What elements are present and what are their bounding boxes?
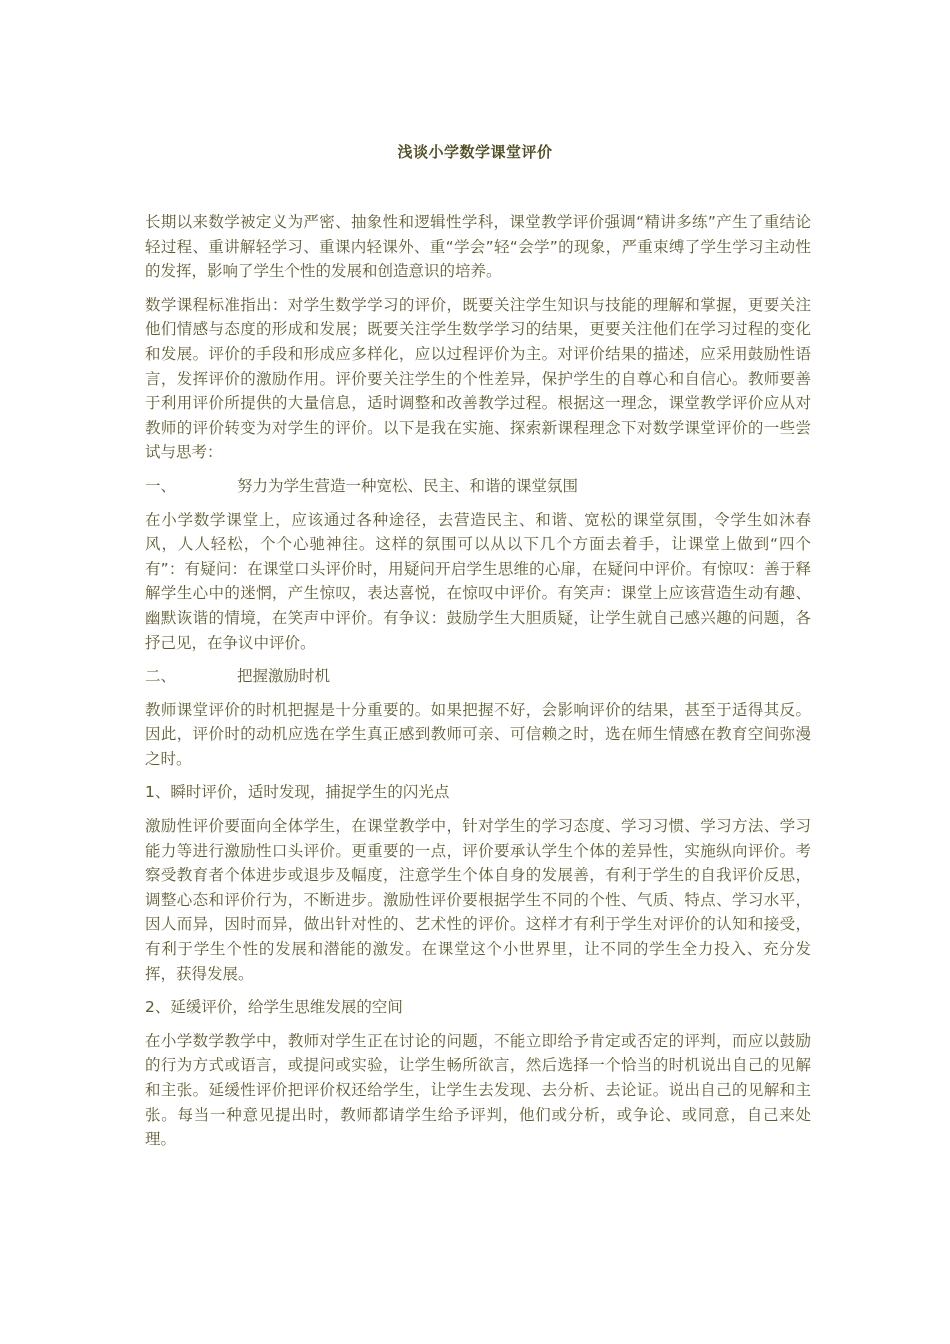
section-2-number: 二、 xyxy=(145,667,177,686)
section-2-title: 把握激励时机 xyxy=(237,667,331,686)
section-1-heading xyxy=(145,474,811,499)
document-body xyxy=(145,210,811,1161)
intro-paragraph-1: 长期以来数学被定义为严密、抽象性和逻辑性学科，课堂教学评价强调“精讲多练”产生了重结论轻过程、重讲解轻学习、重课内轻课外、重“学会”轻“会学”的现象，严重束缚了学生学习主动性的发挥，影响了学生个性的发展和创造意识的培养。 xyxy=(145,213,811,281)
intro-paragraph-2: 数学课程标准指出：对学生数学学习的评价，既要关注学生知识与技能的理解和掌握，更要关注他们情感与态度的形成和发展；既要关注学生数学学习的结果，更要关注他们在学习过程的变化和发展。评价的手段和形成应多样化，应以过程评价为主。对评价结果的描述，应采用鼓励性语言，发挥评价的激励作用。评价要关注学生的个性差异，保护学生的自尊心和自信心。教师要善于利用评价所提供的大量信息，适时调整和改善教学过程。根据这一理念，课堂教学评价应从对教师的评价转变为对学生的评价。以下是我在实施、探索新课程理念下对数学课堂评价的一些尝试与思考： xyxy=(145,295,811,462)
subsection-2-heading: 2、延缓评价，给学生思维发展的空间 xyxy=(145,998,403,1017)
section-1-paragraph: 在小学数学课堂上，应该通过各种途径，去营造民主、和谐、宽松的课堂氛围，令学生如沐春风，人人轻松，个个心驰神往。这样的氛围可以从以下几个方面去着手，让课堂上做到“四个有”：有疑问：在课堂口头评价时，用疑问开启学生思维的心扉，在疑问中评价。有惊叹：善于释解学生心中的迷惘，产生惊叹，表达喜悦，在惊叹中评价。有笑声：课堂上应该营造生动有趣、幽默诙谐的情境，在笑声中评价。有争议：鼓励学生大胆质疑，让学生就自己感兴趣的问题，各抒己见，在争议中评价。 xyxy=(145,510,811,652)
subsection-2-paragraph: 在小学数学教学中，教师对学生正在讨论的问题，不能立即给予肯定或否定的评判，而应以鼓励的行为方式或语言，或提问或实验，让学生畅所欲言，然后选择一个恰当的时机说出自己的见解和主张。延缓性评价把评价权还给学生，让学生去发现、去分析、去论证。说出自己的见解和主张。每当一种意见提出时，教师都请学生给予评判，他们或分析，或争论、或同意，自己来处理。 xyxy=(145,1031,811,1149)
subsection-1-heading: 1、瞬时评价，适时发现，捕捉学生的闪光点 xyxy=(145,783,450,802)
document-title: 浅谈小学数学课堂评价 xyxy=(397,143,553,161)
section-2-heading xyxy=(145,664,811,689)
section-1-title: 努力为学生营造一种宽松、民主、和谐的课堂氛围 xyxy=(237,476,579,495)
section-1-number: 一、 xyxy=(145,476,177,495)
section-2-paragraph: 教师课堂评价的时机把握是十分重要的。如果把握不好，会影响评价的结果，甚至于适得其反。因此，评价时的动机应选在学生真正感到教师可亲、可信赖之时，选在师生情感在教育空间弥漫之时。 xyxy=(145,700,811,768)
subsection-1-paragraph: 激励性评价要面向全体学生，在课堂教学中，针对学生的学习态度、学习习惯、学习方法、学习能力等进行激励性口头评价。更重要的一点，评价要承认学生个体的差异性，实施纵向评价。考察受教育者个体进步或退步及幅度，注意学生个体自身的发展善，有利于学生的自我评价反思，调整心态和评价行为，不断进步。激励性评价要根据学生不同的个性、气质、特点、学习水平，因人而异，因时而异，做出针对性的、艺术性的评价。这样才有利于学生对评价的认知和接受，有利于学生个性的发展和潜能的激发。在课堂这个小世界里，让不同的学生全力投入、充分发挥，获得发展。 xyxy=(145,817,811,983)
